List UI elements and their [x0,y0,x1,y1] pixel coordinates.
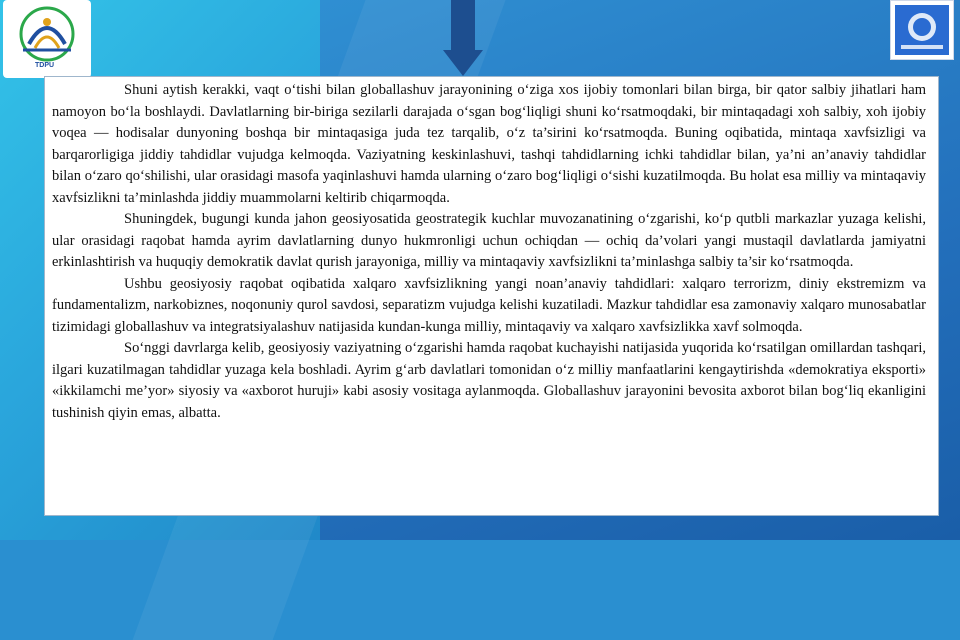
paragraph-1: Shuni aytish kerakki, vaqt o‘tishi bilan globallashuv jarayonining o‘ziga xos ijobiy tomonlari bilan birga, bir qator salbiy jihatlari ham namoyon bo‘la boshlaydi. Davlatlarning bir-biriga sezilarli darajada o‘sgan bog‘liqligi shuni ko‘rsatmoqdaki, bir mintaqadagi xoh salbiy, xoh ijobiy voqea — hodisalar dunyoning boshqa bir mintaqasiga juda tez tarqalib, o‘z ta’sirini ko‘rsatmoqda. Buning oqibatida, mintaqa xavfsizligi va barqarorligiga jiddiy tahdidlar vujudga kelmoqda. Vaziyatning keskinlashuvi, tashqi tahdidlarning ichki tahdidlar bilan, ya’ni an’anaviy tahdidlar bilan o‘zaro qo‘shilishi, ular orasidagi masofa yaqinlashuvi hamda ularning o‘zaro bog‘liqligi o‘sishi kuzatilmoqda. Bu holat esa milliy va mintaqaviy xavfsizlikni ta’minlashda jiddiy muammolarni keltirib chiqarmoqda. [52,82,926,206]
text-box [44,76,939,516]
emblem-icon [891,1,953,59]
emblem-logo [890,0,954,60]
paragraph-4: So‘nggi davrlarga kelib, geosiyosiy vaziyatning o‘zgarishi hamda raqobat kuchayishi natijasida yuqorida ko‘rsatilgan omillardan tashqari, ilgari kuzatilmagan tahdidlar yuzaga kela boshladi. Ayrim g‘arb davlatlari tomonidan o‘z milliy manfaatlarini kengaytirishda «demokratiya eksporti» «ikkilamchi me’yor» siyosiy va «axborot huruji» kabi asosiy vositaga aylanmoqda. Globallashuv jarayonini bevosita axborot bilan bog‘liq ekanligini tushinish qiyin emas, albatta. [52,340,926,421]
down-arrow-icon [443,0,483,80]
paragraph-2: Shuningdek, bugungi kunda jahon geosiyosatida geostrategik kuchlar muvozanatining o‘zgarishi, ko‘p qutbli markazlar yuzaga kelishi, ular orasidagi raqobat hamda ayrim davlatlarning dunyo hukmronligi uchun ochiqdan — ochiq da’volari yangi mustaqil davlatlarda jamiyatni erkinlashtirish va huquqiy demokratik davlat qurish jarayoniga, milliy va mintaqaviy xavfsizlikni ta’minlashga salbiy ta’sir ko‘rsatmoqda. [52,211,926,270]
logo-caption: TDPU [35,62,55,69]
tdpu-university-logo [3,0,91,78]
paragraph-3: Ushbu geosiyosiy raqobat oqibatida xalqaro xavfsizlikning yangi noan’anaviy tahdidlari: xalqaro terrorizm, diniy ekstremizm va fundamentalizm, narkobiznes, noqonuniy qurol savdosi, separatizm vujudga kelishi kuzatiladi. Mazkur tahdidlar esa zamonaviy xalqaro munosabatlar tizimidagi globallashuv va integratsiyalashuv natijasida kundan-kunga milliy, mintaqaviy va xalqaro xavfsizlikka xavf solmoqda. [52,275,926,335]
